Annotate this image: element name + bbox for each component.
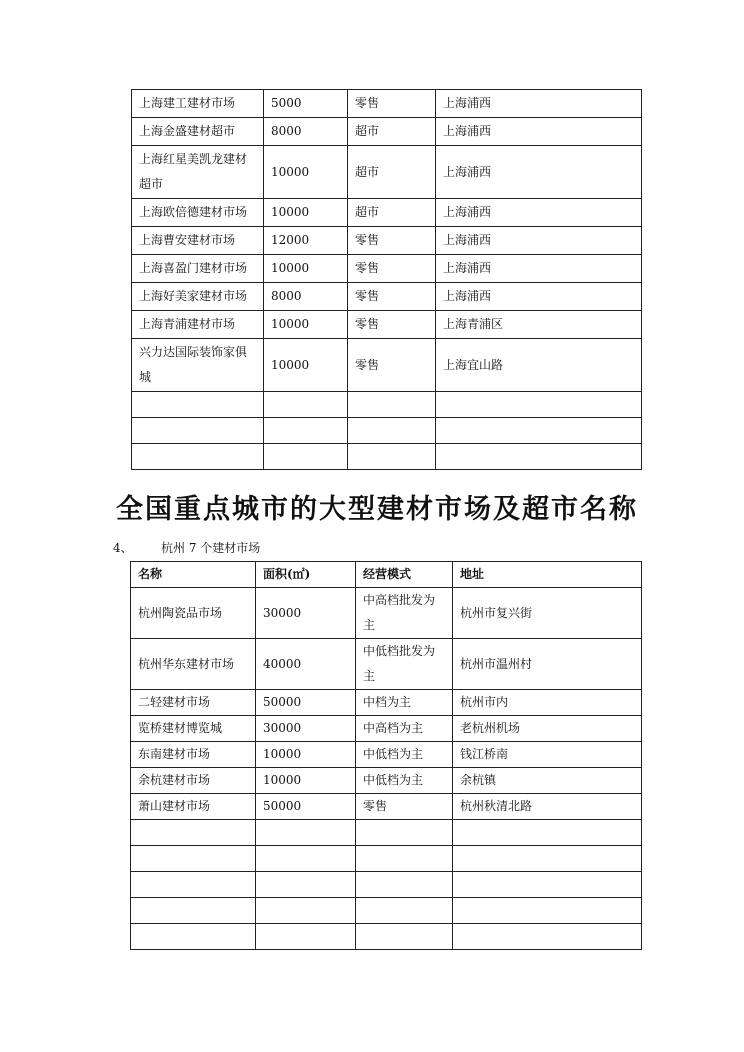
table-row [132, 311, 642, 339]
header-name: 名称 [131, 562, 256, 588]
table-row [131, 742, 642, 768]
cell-mode: 零售 [348, 283, 436, 311]
cell-area: 50000 [256, 690, 356, 716]
cell-name: 上海曹安建材市场 [132, 227, 264, 255]
cell-mode: 中低档批发为主 [356, 639, 453, 690]
cell-name: 杭州陶瓷品市场 [131, 588, 256, 639]
cell-mode: 中档为主 [356, 690, 453, 716]
cell-area: 10000 [264, 339, 348, 392]
cell-name: 萧山建材市场 [131, 794, 256, 820]
cell-area: 30000 [256, 716, 356, 742]
cell-name: 兴力达国际装饰家俱城 [132, 339, 264, 392]
table-row [132, 118, 642, 146]
table-header-row [131, 562, 642, 588]
cell-address: 上海浦西 [436, 146, 642, 199]
cell-mode: 零售 [356, 794, 453, 820]
hangzhou-market-table [130, 561, 642, 950]
cell-mode: 零售 [348, 311, 436, 339]
cell-mode: 中高档批发为主 [356, 588, 453, 639]
cell-address: 杭州市内 [453, 690, 642, 716]
table-row [132, 146, 642, 199]
cell-address: 上海浦西 [436, 90, 642, 118]
cell-area: 10000 [256, 742, 356, 768]
cell-mode: 超市 [348, 118, 436, 146]
subsection-title [113, 539, 260, 556]
cell-name: 上海好美家建材市场 [132, 283, 264, 311]
cell-name: 上海青浦建材市场 [132, 311, 264, 339]
cell-mode: 零售 [348, 90, 436, 118]
cell-name: 杭州华东建材市场 [131, 639, 256, 690]
cell-mode: 超市 [348, 146, 436, 199]
cell-address: 杭州秋清北路 [453, 794, 642, 820]
table-row [132, 90, 642, 118]
cell-mode: 中低档为主 [356, 768, 453, 794]
cell-name: 二轻建材市场 [131, 690, 256, 716]
cell-area: 10000 [256, 768, 356, 794]
cell-area: 10000 [264, 311, 348, 339]
table-row [132, 199, 642, 227]
cell-address: 上海宜山路 [436, 339, 642, 392]
cell-mode: 超市 [348, 199, 436, 227]
table-row [131, 768, 642, 794]
empty-row [132, 392, 642, 418]
table-row [132, 255, 642, 283]
table-row [131, 794, 642, 820]
cell-mode: 零售 [348, 255, 436, 283]
section-heading: 全国重点城市的大型建材市场及超市名称 [116, 494, 638, 525]
shanghai-market-table [131, 89, 642, 470]
empty-row [131, 924, 642, 950]
table-row [131, 690, 642, 716]
table-row [131, 639, 642, 690]
cell-name: 上海喜盈门建材市场 [132, 255, 264, 283]
subsection-number: 4、 [113, 541, 133, 555]
cell-area: 30000 [256, 588, 356, 639]
cell-area: 10000 [264, 255, 348, 283]
cell-area: 50000 [256, 794, 356, 820]
cell-address: 上海浦西 [436, 227, 642, 255]
cell-area: 10000 [264, 146, 348, 199]
cell-mode: 中低档为主 [356, 742, 453, 768]
cell-address: 杭州市温州村 [453, 639, 642, 690]
cell-area: 5000 [264, 90, 348, 118]
cell-address: 余杭镇 [453, 768, 642, 794]
table-row [132, 339, 642, 392]
cell-address: 上海青浦区 [436, 311, 642, 339]
cell-area: 12000 [264, 227, 348, 255]
header-address: 地址 [453, 562, 642, 588]
empty-row [131, 872, 642, 898]
header-mode: 经营模式 [356, 562, 453, 588]
cell-address: 钱江桥南 [453, 742, 642, 768]
cell-address: 上海浦西 [436, 255, 642, 283]
cell-address: 上海浦西 [436, 199, 642, 227]
table-row [132, 283, 642, 311]
cell-mode: 零售 [348, 339, 436, 392]
cell-name: 上海红星美凯龙建材超市 [132, 146, 264, 199]
table-row [131, 716, 642, 742]
cell-mode: 零售 [348, 227, 436, 255]
cell-name: 览桥建材博览城 [131, 716, 256, 742]
empty-row [131, 820, 642, 846]
empty-row [131, 846, 642, 872]
cell-mode: 中高档为主 [356, 716, 453, 742]
empty-row [132, 418, 642, 444]
subsection-text: 杭州 7 个建材市场 [161, 541, 261, 555]
table-row [132, 227, 642, 255]
cell-name: 上海建工建材市场 [132, 90, 264, 118]
cell-address: 上海浦西 [436, 283, 642, 311]
cell-name: 东南建材市场 [131, 742, 256, 768]
empty-row [131, 898, 642, 924]
header-area: 面积(㎡) [256, 562, 356, 588]
cell-area: 8000 [264, 118, 348, 146]
cell-name: 上海金盛建材超市 [132, 118, 264, 146]
cell-address: 上海浦西 [436, 118, 642, 146]
cell-name: 余杭建材市场 [131, 768, 256, 794]
cell-area: 10000 [264, 199, 348, 227]
cell-area: 8000 [264, 283, 348, 311]
cell-address: 杭州市复兴街 [453, 588, 642, 639]
cell-name: 上海欧倍德建材市场 [132, 199, 264, 227]
cell-address: 老杭州机场 [453, 716, 642, 742]
empty-row [132, 444, 642, 470]
table-row [131, 588, 642, 639]
cell-area: 40000 [256, 639, 356, 690]
